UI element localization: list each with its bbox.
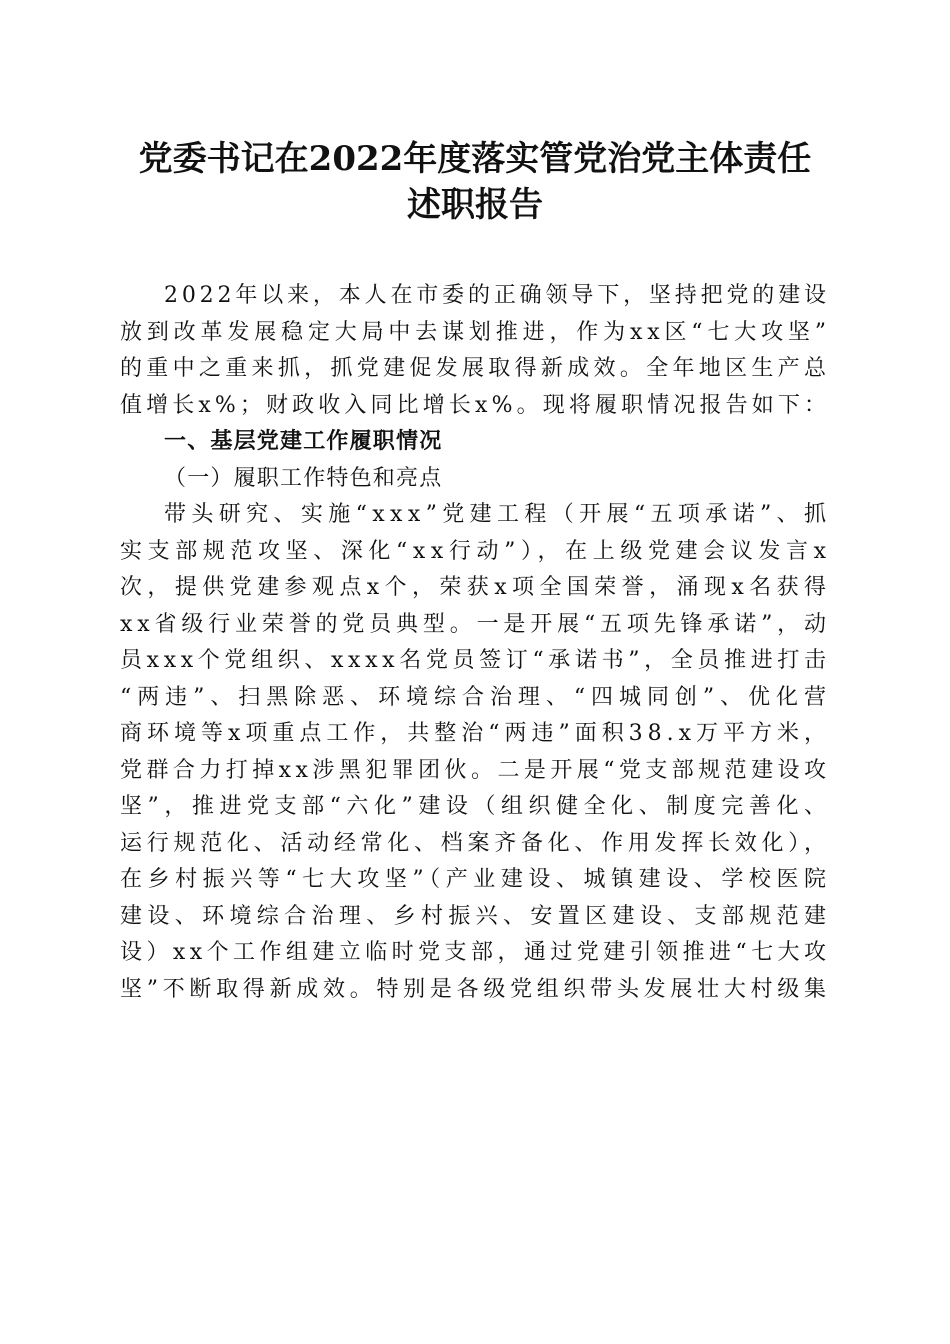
body-line: 党群合力打掉xx涉黑犯罪团伙。二是开展“党支部规范建设攻 (120, 757, 831, 783)
intro-paragraph (120, 278, 831, 424)
body-line: 建设、环境综合治理、乡村振兴、安置区建设、支部规范建 (120, 903, 832, 929)
body-line: 在乡村振兴等“七大攻坚”（产业建设、城镇建设、学校医院 (120, 867, 832, 892)
subsection-heading: （一）履职工作特色和亮点 (164, 465, 443, 491)
body-line: 实支部规范攻坚、深化“xx行动”），在上级党建会议发言x (120, 538, 832, 564)
body-line: 坚”不断取得新成效。特别是各级党组织带头发展壮大村级集 (120, 976, 831, 1002)
body-paragraph (120, 497, 832, 1008)
body-line: 运行规范化、活动经常化、档案齐备化、作用发挥长效化）， (120, 830, 831, 856)
body-line: 设）xx个工作组建立临时党支部，通过党建引领推进“七大攻 (120, 940, 831, 965)
intro-line: 放到改革发展稳定大局中去谋划推进，作为xx区“七大攻坚” (120, 319, 831, 345)
intro-line: 的重中之重来抓，抓党建促发展取得新成效。全年地区生产总 (120, 356, 831, 381)
intro-line: 2022年以来，本人在市委的正确领导下，坚持把党的建设 (164, 283, 830, 308)
body-line: 坚”，推进党支部“六化”建设（组织健全化、制度完善化、 (120, 794, 832, 819)
title-line-2: 述职报告 (407, 185, 543, 225)
body-line: “两违”、扫黑除恶、环境综合治理、“四城同创”、优化营 (120, 684, 832, 710)
body-line: xx省级行业荣誉的党员典型。一是开展“五项先锋承诺”，动 (120, 611, 831, 637)
section-heading: 一、基层党建工作履职情况 (164, 429, 443, 454)
body-line: 员xxx个党组织、xxxx名党员签订“承诺书”，全员推进打击 (120, 648, 831, 673)
body-line: 带头研究、实施“xxx”党建工程（开展“五项承诺”、抓 (164, 502, 832, 527)
body-line: 次，提供党建参观点x个，荣获x项全国荣誉，涌现x名获得 (120, 575, 832, 600)
document-title (120, 136, 830, 228)
title-line-1: 党委书记在2022年度落实管党治党主体责任 (138, 139, 812, 179)
document-body (120, 278, 832, 1008)
body-line: 商环境等x项重点工作，共整治“两违”面积38.x万平方米， (120, 721, 831, 746)
intro-line: 值增长x%；财政收入同比增长x%。现将履职情况报告如下： (120, 392, 831, 418)
